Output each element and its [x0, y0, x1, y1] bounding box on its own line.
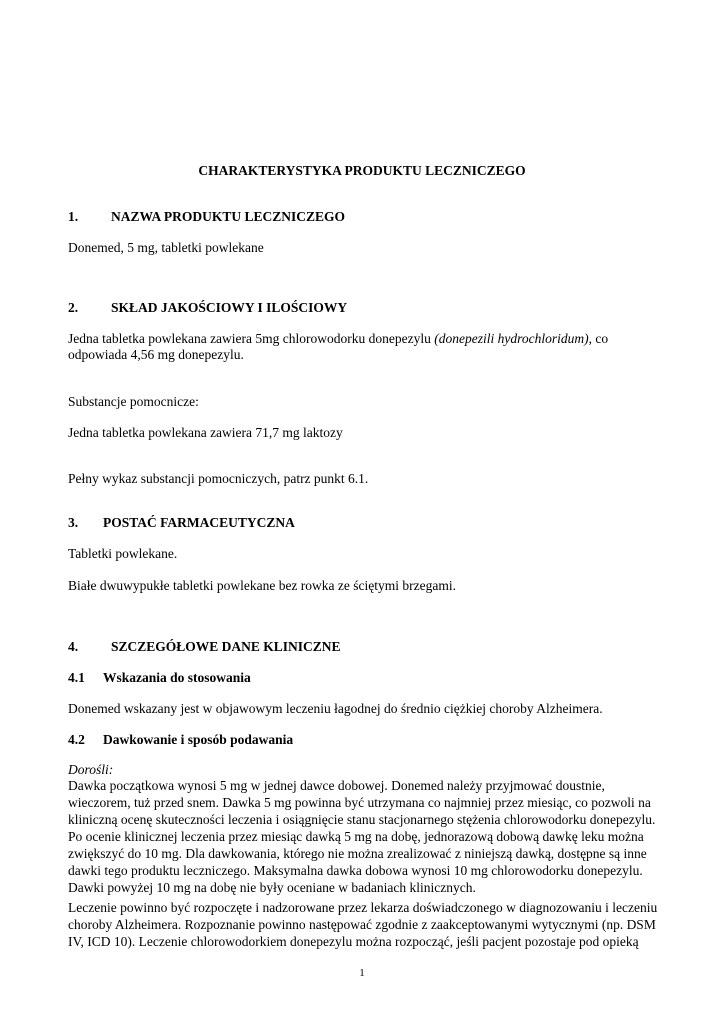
section-number: 2. [68, 300, 79, 315]
composition-text [68, 330, 608, 347]
section-heading: Wskazania do stosowania [103, 670, 251, 685]
lactose-content: Jedna tabletka powlekana zawiera 71,7 mg laktozy [68, 425, 343, 440]
paragraph-line: Leczenie powinno być rozpoczęte i nadzorowane przez lekarza doświadczonego w diagnozowaniu i leczeniu [68, 900, 658, 915]
paragraph-line: wieczorem, tuż przed snem. Dawka 5 mg powinna być utrzymana co najmniej przez miesiąc, co pozwoli na [68, 795, 651, 810]
paragraph-line: IV, ICD 10). Leczenie chlorowodorkiem donepezylu można rozpocząć, jeśli pacjent pozostaje pod opieką [68, 934, 639, 949]
excipients-reference: Pełny wykaz substancji pomocniczych, patrz punkt 6.1. [68, 471, 369, 486]
pharmaceutical-form: Tabletki powlekane. [68, 546, 178, 561]
product-name: Donemed, 5 mg, tabletki powlekane [68, 240, 264, 255]
composition-text-part: Jedna tabletka powlekana zawiera 5mg chlorowodorku donepezylu [68, 331, 435, 346]
document-title: CHARAKTERYSTYKA PRODUKTU LECZNICZEGO [198, 163, 526, 178]
section-heading: Dawkowanie i sposób podawania [103, 732, 294, 747]
paragraph-line: kliniczną ocenę skuteczności leczenia i osiągnięcie stanu stacjonarnego stężenia chlorowodorku donepezylu. [68, 812, 656, 827]
paragraph-line: dawki tego produktu leczniczego. Maksymalna dawka dobowa wynosi 10 mg chlorowodorku donepezylu. [68, 863, 643, 878]
composition-text-part: , co [588, 331, 609, 346]
section-number: 3. [68, 515, 79, 530]
dosage-paragraph [68, 777, 668, 896]
adults-subheading: Dorośli: [68, 762, 114, 777]
paragraph-line: Dawki powyżej 10 mg na dobę nie były oceniane w badaniach klinicznych. [68, 880, 476, 895]
section-heading: NAZWA PRODUKTU LECZNICZEGO [111, 209, 346, 224]
section-number: 4.2 [68, 732, 85, 747]
excipients-label: Substancje pomocnicze: [68, 394, 199, 409]
paragraph-line: choroby Alzheimera. Rozpoznanie powinno następować zgodnie z zaakceptowanymi wytycznymi (np. DSM [68, 917, 656, 932]
section-heading: SZCZEGÓŁOWE DANE KLINICZNE [111, 639, 341, 654]
tablet-description: Białe dwuwypukłe tabletki powlekane bez rowka ze ściętymi brzegami. [68, 578, 456, 593]
section-number: 1. [68, 209, 79, 224]
section-heading: SKŁAD JAKOŚCIOWY I ILOŚCIOWY [111, 300, 348, 315]
section-number: 4. [68, 639, 79, 654]
section-heading: POSTAĆ FARMACEUTYCZNA [103, 515, 295, 530]
section-number: 4.1 [68, 670, 85, 685]
paragraph-line: zwiększyć do 10 mg. Dla dawkowania, którego nie można zrealizować z niniejszą dawką, dostępne są inne [68, 846, 647, 861]
treatment-paragraph [68, 899, 668, 950]
composition-text-line2: odpowiada 4,56 mg donepezylu. [68, 347, 244, 362]
paragraph-line: Po ocenie klinicznej leczenia przez miesiąc dawką 5 mg na dobę, jednorazową dobową dawkę leku można [68, 829, 644, 844]
latin-name: (donepezili hydrochloridum) [434, 331, 589, 346]
indications-text: Donemed wskazany jest w objawowym leczeniu łagodnej do średnio ciężkiej choroby Alzheimera. [68, 701, 603, 716]
paragraph-line: Dawka początkowa wynosi 5 mg w jednej dawce dobowej. Donemed należy przyjmować doustnie, [68, 778, 605, 793]
page-number: 1 [359, 967, 365, 979]
